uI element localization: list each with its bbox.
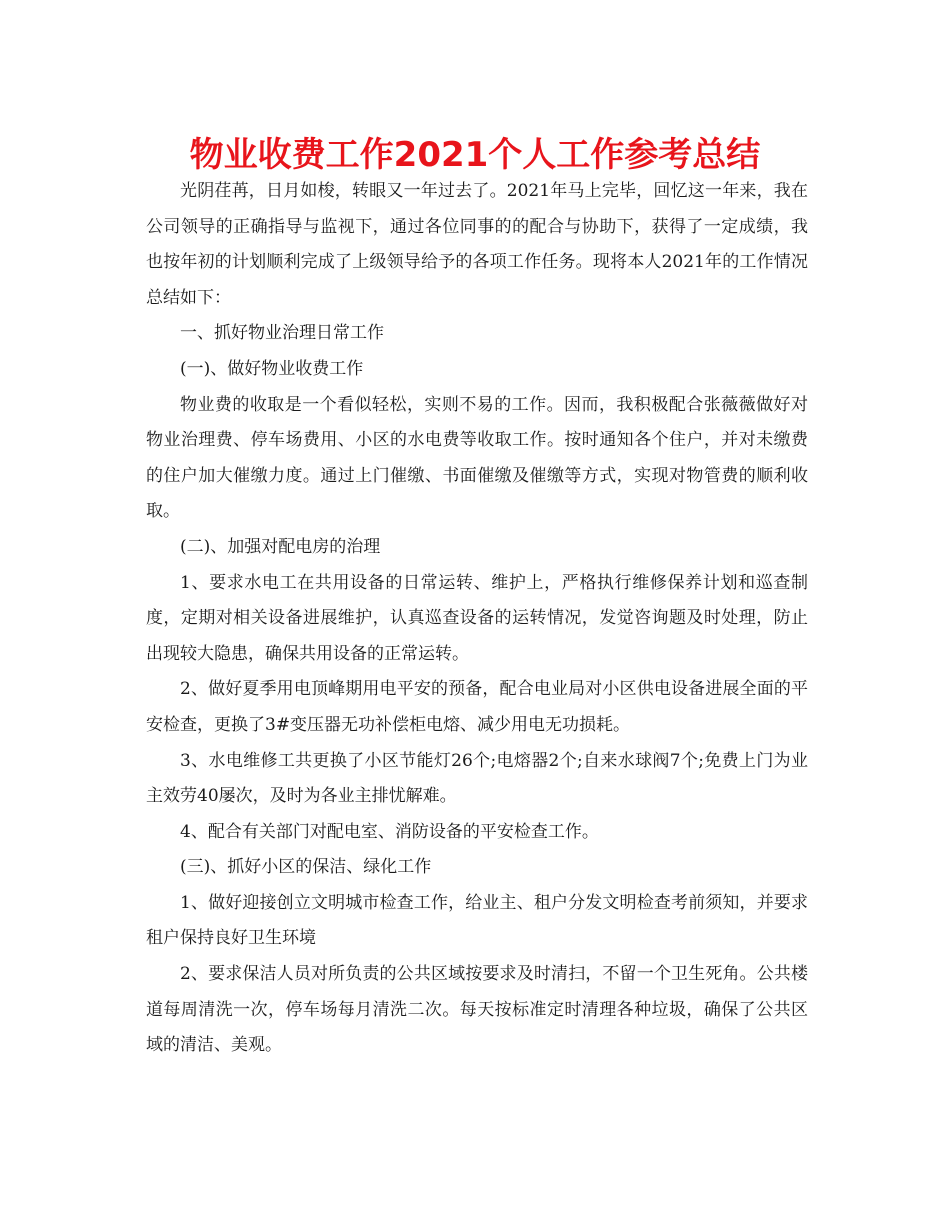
subsection-heading-3: (三)、抓好小区的保洁、绿化工作 xyxy=(180,857,432,878)
document-body xyxy=(146,174,808,1064)
subsection-heading-2: (二)、加强对配电房的治理 xyxy=(180,536,381,557)
paragraph-item-4: 4、配合有关部门对配电室、消防设备的平安检查工作。 xyxy=(180,821,599,842)
paragraph-fee-collection: 物业费的收取是一个看似轻松，实则不易的工作。因而，我积极配合张薇薇做好对物业治理费、停车场费用、小区的水电费等收取工作。按时通知各个住户，并对未缴费的住户加大催缴力度。通过上门催缴、书面催缴及催缴等方式，实现对物管费的顺利收取。 xyxy=(146,394,808,522)
subsection-heading-1: (一)、做好物业收费工作 xyxy=(180,358,364,379)
section-heading-1: 一、抓好物业治理日常工作 xyxy=(180,323,384,344)
paragraph-item-3: 3、水电维修工共更换了小区节能灯26个;电熔器2个;自来水球阀7个;免费上门为业主效劳40屡次，及时为各业主排忧解难。 xyxy=(146,750,808,807)
document-title: 物业收费工作2021个人工作参考总结 xyxy=(189,135,761,175)
paragraph-item-2: 2、做好夏季用电顶峰期用电平安的预备，配合电业局对小区供电设备进展全面的平安检查，更换了3#变压器无功补偿柜电熔、减少用电无功损耗。 xyxy=(146,679,808,735)
paragraph-cleaning-2: 2、要求保洁人员对所负责的公共区域按要求及时清扫，不留一个卫生死角。公共楼道每周清洗一次，停车场每月清洗二次。每天按标准定时清理各种垃圾，确保了公共区域的清洁、美观。 xyxy=(146,964,808,1056)
paragraph-intro: 光阴荏苒，日月如梭，转眼又一年过去了。2021年马上完毕，回忆这一年来，我在公司领导的正确指导与监视下，通过各位同事的的配合与协助下，获得了一定成绩，我也按年初的计划顺利完成了上级领导给予的各项工作任务。现将本人2021年的工作情况总结如下： xyxy=(146,181,808,308)
paragraph-item-1: 1、要求水电工在共用设备的日常运转、维护上，严格执行维修保养计划和巡查制度，定期对相关设备进展维护，认真巡查设备的运转情况，发觉咨询题及时处理，防止出现较大隐患，确保共用设备的正常运转。 xyxy=(146,572,808,664)
paragraph-cleaning-1: 1、做好迎接创立文明城市检查工作，给业主、租户分发文明检查考前须知，并要求租户保持良好卫生环境 xyxy=(146,892,808,949)
